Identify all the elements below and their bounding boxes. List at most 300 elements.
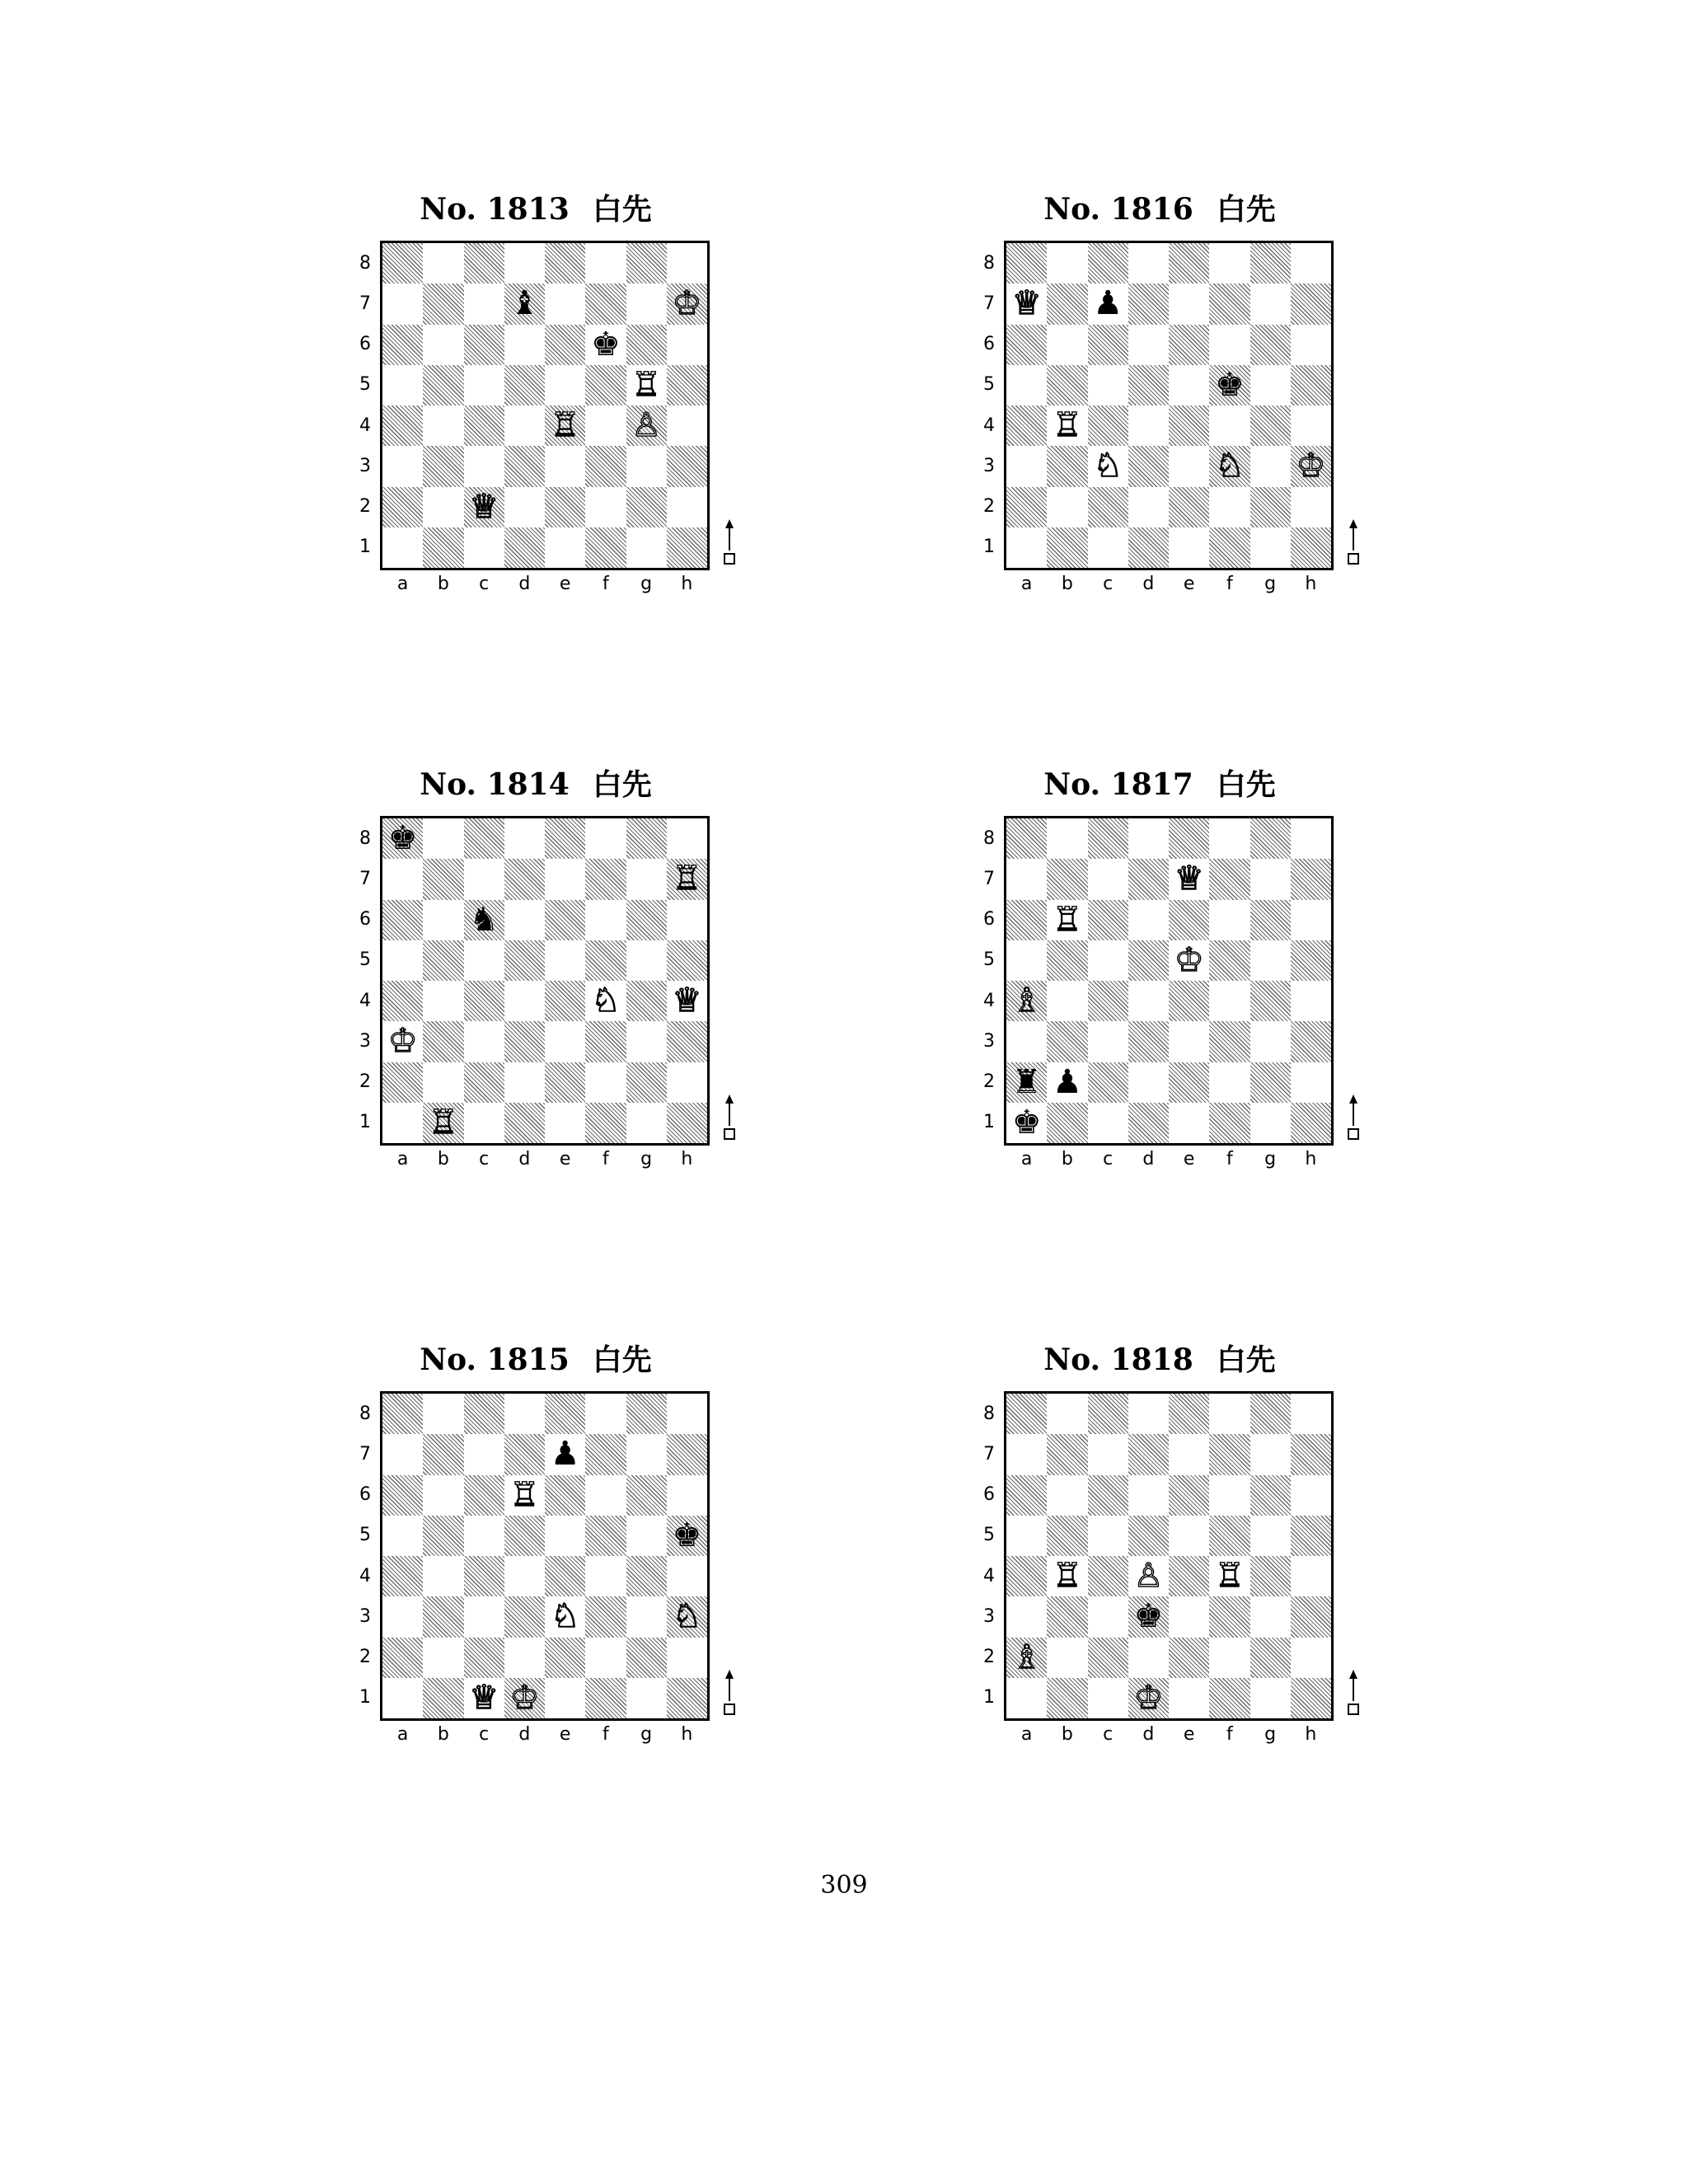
square-d8 <box>504 1394 545 1434</box>
file-label: h <box>681 574 693 594</box>
puzzle-number: No. 1816 <box>1043 192 1193 227</box>
square-e4 <box>545 981 585 1021</box>
square-f6 <box>585 900 626 940</box>
square-h1 <box>667 527 707 568</box>
file-label: f <box>603 1724 609 1745</box>
rank-label: 1 <box>983 1112 995 1133</box>
white-to-move-arrow-icon <box>1346 1093 1361 1142</box>
square-b5 <box>423 1516 463 1556</box>
rank-label: 3 <box>359 1605 371 1627</box>
rank-label: 5 <box>983 949 995 971</box>
rank-label: 1 <box>359 537 371 558</box>
square-a5 <box>382 365 423 405</box>
square-c2 <box>1088 487 1128 527</box>
square-g7 <box>626 859 667 899</box>
rank-label: 5 <box>359 1525 371 1546</box>
square-b8 <box>1047 818 1087 859</box>
square-a4 <box>382 1556 423 1596</box>
black-rook-icon: ♜ <box>1011 1062 1042 1101</box>
square-b4 <box>423 981 463 1021</box>
square-b1 <box>1047 527 1087 568</box>
black-king-icon: ♚ <box>672 1516 702 1554</box>
black-king-icon: ♚ <box>1133 1597 1164 1636</box>
square-g1 <box>1250 1678 1291 1718</box>
side-to-move: 白先 <box>1216 768 1276 802</box>
white-queen-icon: ♕ <box>469 1678 499 1717</box>
square-f8 <box>585 243 626 284</box>
square-b7 <box>1047 284 1087 324</box>
file-label: h <box>681 1724 693 1745</box>
square-c3 <box>464 1021 504 1062</box>
file-label: c <box>1103 1724 1114 1745</box>
puzzle-number: No. 1814 <box>420 767 570 802</box>
square-g7 <box>626 1434 667 1474</box>
square-h5 <box>1291 940 1331 981</box>
square-b1 <box>423 527 463 568</box>
file-label: c <box>479 574 490 594</box>
file-label: f <box>603 574 609 594</box>
square-f2 <box>1209 1638 1250 1678</box>
square-a2 <box>382 1638 423 1678</box>
square-a5 <box>1006 365 1047 405</box>
square-b1 <box>423 1678 463 1718</box>
square-f2 <box>585 487 626 527</box>
square-h1 <box>1291 1103 1331 1143</box>
square-f3 <box>585 1021 626 1062</box>
puzzle-number: No. 1817 <box>1043 767 1193 802</box>
square-b6 <box>1047 1475 1087 1516</box>
square-a6 <box>1006 1475 1047 1516</box>
square-d3 <box>504 1021 545 1062</box>
square-d8 <box>504 243 545 284</box>
square-d7 <box>1128 284 1169 324</box>
square-b2 <box>423 1638 463 1678</box>
file-label: f <box>1226 1149 1233 1169</box>
diagram-title <box>954 1342 1366 1379</box>
rank-label: 3 <box>359 1030 371 1052</box>
square-e3 <box>545 446 585 486</box>
square-c4 <box>464 405 504 446</box>
square-d2 <box>504 487 545 527</box>
rank-label: 4 <box>359 415 371 436</box>
square-e6 <box>1169 325 1209 365</box>
square-e2 <box>545 1638 585 1678</box>
square-b3 <box>423 1021 463 1062</box>
square-b3 <box>423 446 463 486</box>
square-g8 <box>1250 818 1291 859</box>
square-c2 <box>1088 1062 1128 1103</box>
square-e2 <box>1169 1062 1209 1103</box>
square-e2 <box>545 1062 585 1103</box>
square-a6 <box>1006 900 1047 940</box>
square-f1 <box>585 1103 626 1143</box>
square-b5 <box>1047 940 1087 981</box>
square-g5 <box>1250 1516 1291 1556</box>
rank-label: 7 <box>359 293 371 314</box>
square-h8 <box>667 818 707 859</box>
square-f1 <box>1209 527 1250 568</box>
file-label: d <box>518 1724 531 1745</box>
rank-label: 1 <box>983 537 995 558</box>
file-label: e <box>1183 1724 1195 1745</box>
square-h2 <box>667 487 707 527</box>
square-g6 <box>626 325 667 365</box>
square-g5 <box>1250 365 1291 405</box>
square-e7 <box>545 859 585 899</box>
white-bishop-icon: ♗ <box>1011 982 1042 1019</box>
rank-label: 4 <box>359 1565 371 1586</box>
square-g1 <box>626 1678 667 1718</box>
square-b1 <box>1047 1103 1087 1143</box>
square-d5 <box>1128 365 1169 405</box>
square-f5 <box>585 1516 626 1556</box>
square-f7 <box>585 859 626 899</box>
file-label: d <box>1142 574 1155 594</box>
square-d1 <box>1128 1103 1169 1143</box>
square-g1 <box>626 527 667 568</box>
file-label: g <box>1264 1724 1277 1745</box>
white-knight-icon: ♘ <box>672 1597 702 1636</box>
square-g4 <box>626 981 667 1021</box>
side-to-move: 白先 <box>592 1343 652 1377</box>
square-d7 <box>504 859 545 899</box>
square-g1 <box>626 1103 667 1143</box>
square-g6 <box>626 1475 667 1516</box>
rank-label: 2 <box>983 1071 995 1093</box>
square-a3 <box>1006 1596 1047 1637</box>
file-label: a <box>1020 574 1033 594</box>
square-e8 <box>1169 1394 1209 1434</box>
square-d2 <box>1128 1638 1169 1678</box>
square-g3 <box>626 1596 667 1637</box>
white-rook-icon: ♖ <box>1052 900 1082 939</box>
square-b7 <box>423 1434 463 1474</box>
white-pawn-icon: ♙ <box>1133 1557 1164 1595</box>
square-a7 <box>1006 859 1047 899</box>
square-c4 <box>1088 1556 1128 1596</box>
page-number: 309 <box>820 1871 868 1900</box>
square-e3 <box>1169 1596 1209 1637</box>
white-knight-icon: ♘ <box>590 982 621 1019</box>
square-h2 <box>667 1638 707 1678</box>
square-f7 <box>1209 859 1250 899</box>
square-b5 <box>1047 1516 1087 1556</box>
square-d4 <box>1128 405 1169 446</box>
square-e2 <box>545 487 585 527</box>
square-d2 <box>1128 487 1169 527</box>
square-a5 <box>382 1516 423 1556</box>
puzzle-number: No. 1815 <box>420 1343 570 1377</box>
square-a3 <box>382 1596 423 1637</box>
square-f8 <box>585 1394 626 1434</box>
white-bishop-icon: ♗ <box>1011 1638 1042 1676</box>
square-h8 <box>1291 818 1331 859</box>
black-pawn-icon: ♟ <box>1052 1062 1082 1101</box>
rank-label: 4 <box>359 990 371 1011</box>
square-c7 <box>464 1434 504 1474</box>
square-c2 <box>464 1638 504 1678</box>
square-f6 <box>1209 1475 1250 1516</box>
square-c3 <box>464 1596 504 1637</box>
square-a7 <box>1006 1434 1047 1474</box>
chessboard <box>1004 241 1334 570</box>
square-f8 <box>1209 1394 1250 1434</box>
square-h8 <box>1291 243 1331 284</box>
square-a7 <box>382 859 423 899</box>
square-b3 <box>1047 1021 1087 1062</box>
square-a8 <box>382 1394 423 1434</box>
square-h2 <box>667 1062 707 1103</box>
square-b4 <box>423 405 463 446</box>
square-a2 <box>382 1062 423 1103</box>
square-d4 <box>504 1556 545 1596</box>
side-to-move: 白先 <box>592 193 652 227</box>
rank-label: 1 <box>983 1687 995 1708</box>
square-f2 <box>1209 487 1250 527</box>
file-label: a <box>396 574 409 594</box>
square-d6 <box>1128 900 1169 940</box>
square-e8 <box>1169 243 1209 284</box>
square-h8 <box>667 1394 707 1434</box>
square-g3 <box>626 1021 667 1062</box>
square-h3 <box>667 446 707 486</box>
square-a2 <box>1006 487 1047 527</box>
square-d1 <box>1128 527 1169 568</box>
square-c7 <box>1088 1434 1128 1474</box>
file-label: c <box>1103 574 1114 594</box>
square-c3 <box>1088 1021 1128 1062</box>
square-b6 <box>423 325 463 365</box>
square-e2 <box>1169 1638 1209 1678</box>
square-c1 <box>464 1103 504 1143</box>
square-d6 <box>504 325 545 365</box>
square-d6 <box>504 900 545 940</box>
rank-label: 2 <box>359 1071 371 1093</box>
rank-label: 4 <box>983 1565 995 1586</box>
file-label: h <box>1305 574 1317 594</box>
file-label: d <box>518 1149 531 1169</box>
square-g3 <box>1250 1596 1291 1637</box>
square-h2 <box>1291 1638 1331 1678</box>
diagram-title <box>954 766 1366 804</box>
square-c1 <box>1088 1678 1128 1718</box>
square-f1 <box>1209 1103 1250 1143</box>
square-c4 <box>1088 981 1128 1021</box>
square-e6 <box>545 1475 585 1516</box>
white-pawn-icon: ♙ <box>631 406 662 444</box>
white-to-move-arrow-icon <box>722 1093 737 1142</box>
rank-label: 5 <box>983 1525 995 1546</box>
square-g7 <box>1250 284 1291 324</box>
white-king-icon: ♔ <box>509 1678 540 1717</box>
square-g6 <box>1250 1475 1291 1516</box>
file-label: b <box>1061 1724 1073 1745</box>
square-d7 <box>1128 859 1169 899</box>
square-b2 <box>423 1062 463 1103</box>
square-h5 <box>667 940 707 981</box>
rank-label: 5 <box>359 374 371 396</box>
rank-label: 7 <box>983 1443 995 1465</box>
rank-label: 6 <box>359 334 371 355</box>
file-label: a <box>396 1149 409 1169</box>
square-c5 <box>464 940 504 981</box>
file-label: b <box>1061 1149 1073 1169</box>
square-a4 <box>382 405 423 446</box>
square-h1 <box>1291 527 1331 568</box>
puzzle-number: No. 1818 <box>1043 1343 1193 1377</box>
square-g4 <box>1250 405 1291 446</box>
white-knight-icon: ♘ <box>550 1597 580 1636</box>
square-h3 <box>1291 1021 1331 1062</box>
square-b5 <box>423 365 463 405</box>
square-e1 <box>545 1103 585 1143</box>
square-e7 <box>1169 1434 1209 1474</box>
square-b1 <box>1047 1678 1087 1718</box>
square-f4 <box>1209 981 1250 1021</box>
square-e5 <box>1169 365 1209 405</box>
square-f3 <box>1209 1596 1250 1637</box>
square-c1 <box>464 527 504 568</box>
square-e4 <box>1169 981 1209 1021</box>
square-d3 <box>1128 446 1169 486</box>
square-a1 <box>1006 1678 1047 1718</box>
square-f4 <box>1209 405 1250 446</box>
square-g2 <box>626 487 667 527</box>
square-h1 <box>667 1678 707 1718</box>
white-rook-icon: ♖ <box>672 860 702 898</box>
square-a6 <box>1006 325 1047 365</box>
square-a8 <box>1006 818 1047 859</box>
square-d7 <box>504 1434 545 1474</box>
square-a4 <box>382 981 423 1021</box>
square-c5 <box>464 1516 504 1556</box>
square-h5 <box>667 365 707 405</box>
square-c4 <box>464 981 504 1021</box>
diagram-title <box>330 766 742 804</box>
chess-diagram <box>954 191 1415 653</box>
file-label: b <box>1061 574 1073 594</box>
chess-diagram <box>330 766 791 1228</box>
square-a6 <box>382 1475 423 1516</box>
square-e1 <box>545 527 585 568</box>
white-rook-icon: ♖ <box>509 1475 540 1514</box>
square-e5 <box>545 365 585 405</box>
black-king-icon: ♚ <box>590 325 621 363</box>
square-c4 <box>1088 405 1128 446</box>
square-h4 <box>667 1556 707 1596</box>
rank-label: 8 <box>983 827 995 849</box>
square-f5 <box>1209 940 1250 981</box>
rank-label: 4 <box>983 990 995 1011</box>
square-c8 <box>1088 1394 1128 1434</box>
file-label: f <box>1226 1724 1233 1745</box>
square-h1 <box>667 1103 707 1143</box>
square-c7 <box>1088 859 1128 899</box>
chess-diagram <box>954 1342 1415 1803</box>
square-h4 <box>667 405 707 446</box>
file-label: d <box>518 574 531 594</box>
rank-label: 3 <box>983 1605 995 1627</box>
square-g4 <box>1250 1556 1291 1596</box>
square-f1 <box>585 527 626 568</box>
square-c8 <box>464 818 504 859</box>
black-king-icon: ♚ <box>1214 365 1245 404</box>
square-d4 <box>1128 981 1169 1021</box>
square-c5 <box>1088 365 1128 405</box>
chessboard <box>380 1391 710 1721</box>
square-c1 <box>1088 527 1128 568</box>
white-to-move-arrow-icon <box>1346 1668 1361 1718</box>
square-b3 <box>1047 1596 1087 1637</box>
square-h8 <box>667 243 707 284</box>
square-a3 <box>1006 446 1047 486</box>
square-g5 <box>626 1516 667 1556</box>
square-a2 <box>382 487 423 527</box>
square-d8 <box>1128 818 1169 859</box>
square-g7 <box>1250 1434 1291 1474</box>
square-b5 <box>1047 365 1087 405</box>
chess-diagram <box>330 1342 791 1803</box>
square-c1 <box>1088 1103 1128 1143</box>
square-f2 <box>1209 1062 1250 1103</box>
file-label: e <box>1183 574 1195 594</box>
square-h6 <box>667 1475 707 1516</box>
square-c6 <box>464 1475 504 1516</box>
rank-label: 6 <box>983 334 995 355</box>
chessboard <box>380 816 710 1146</box>
square-f6 <box>585 1475 626 1516</box>
white-to-move-arrow-icon <box>722 1668 737 1718</box>
rank-label: 2 <box>359 1647 371 1668</box>
square-f1 <box>1209 1678 1250 1718</box>
square-h4 <box>1291 1556 1331 1596</box>
square-f4 <box>585 1556 626 1596</box>
square-a5 <box>1006 1516 1047 1556</box>
file-label: b <box>437 1724 449 1745</box>
rank-label: 2 <box>359 496 371 518</box>
square-g1 <box>1250 527 1291 568</box>
square-d2 <box>504 1638 545 1678</box>
square-e1 <box>545 1678 585 1718</box>
square-c6 <box>1088 325 1128 365</box>
square-a3 <box>1006 1021 1047 1062</box>
white-king-icon: ♔ <box>387 1022 418 1061</box>
square-b8 <box>423 243 463 284</box>
black-pawn-icon: ♟ <box>550 1435 580 1474</box>
square-e1 <box>1169 527 1209 568</box>
square-g4 <box>626 1556 667 1596</box>
square-h3 <box>667 1021 707 1062</box>
rank-label: 2 <box>983 1647 995 1668</box>
chessboard <box>1004 816 1334 1146</box>
square-c6 <box>1088 900 1128 940</box>
square-f6 <box>1209 900 1250 940</box>
square-d3 <box>1128 1021 1169 1062</box>
square-g8 <box>626 818 667 859</box>
square-b6 <box>423 1475 463 1516</box>
square-f7 <box>1209 284 1250 324</box>
square-d1 <box>504 1103 545 1143</box>
square-c6 <box>1088 1475 1128 1516</box>
file-label: e <box>559 574 571 594</box>
square-g4 <box>1250 981 1291 1021</box>
square-f7 <box>585 1434 626 1474</box>
square-a1 <box>382 527 423 568</box>
square-f2 <box>585 1062 626 1103</box>
chess-diagram <box>330 191 791 653</box>
square-f3 <box>585 1596 626 1637</box>
square-g6 <box>1250 325 1291 365</box>
